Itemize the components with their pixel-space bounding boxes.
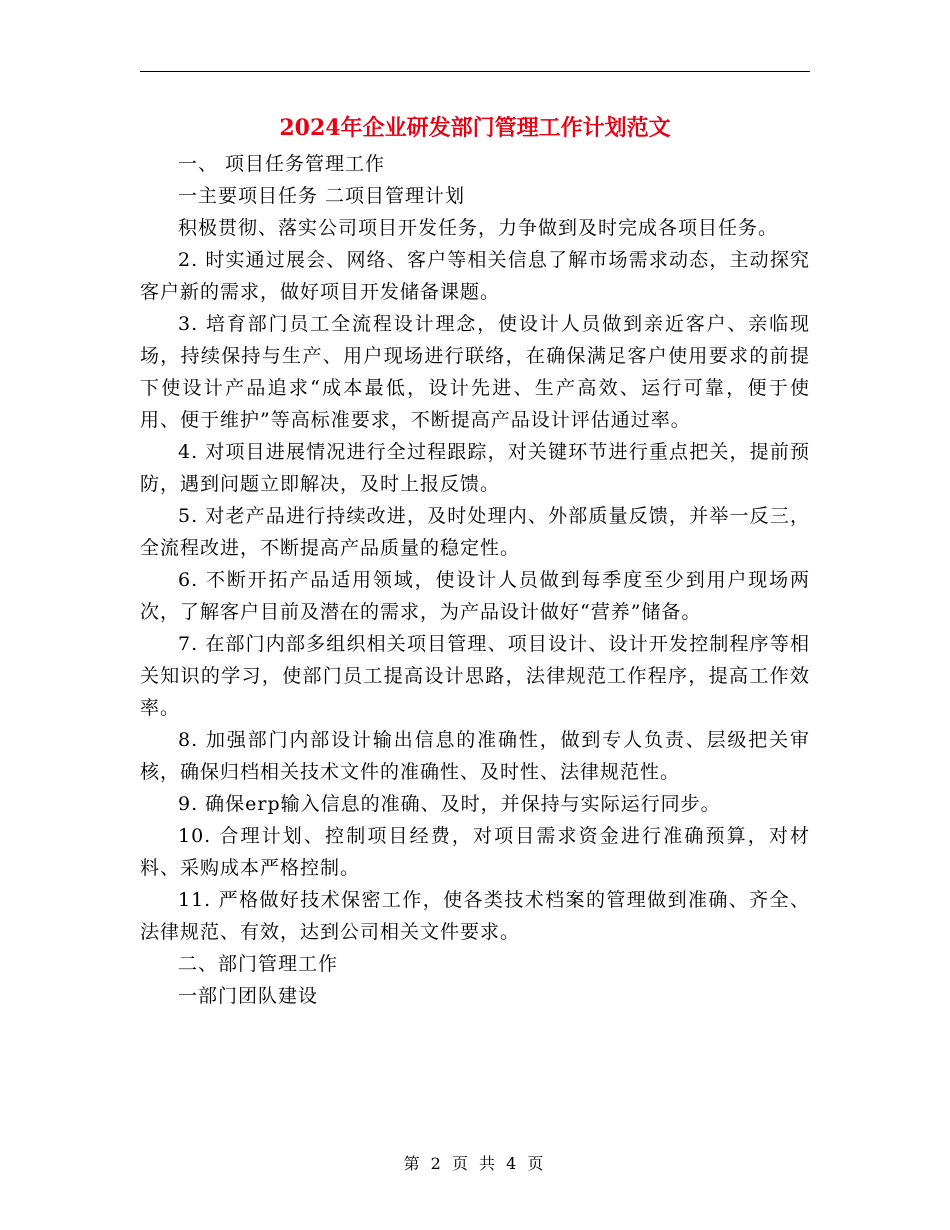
subheading-project-tasks: 一主要项目任务 二项目管理计划 [178,185,466,207]
page-title: 2024年企业研发部门管理工作计划范文 [279,115,671,141]
paragraph-10: 10. 合理计划、控制项目经费，对项目需求资金进行准确预算，对材料、采购成本严格控制。 [140,825,810,879]
heading-section-1: 一、 项目任务管理工作 [178,153,386,175]
paragraph-3: 3. 培育部门员工全流程设计理念，使设计人员做到亲近客户、亲临现场，持续保持与生产、用户现场进行联络，在确保满足客户使用要求的前提下使设计产品追求“成本最低，设计先进、生产高效、运行可靠，便于使用、便于维护”等高标准要求，不断提高产品设计评估通过率。 [140,313,810,431]
paragraph-6: 6. 不断开拓产品适用领域，使设计人员做到每季度至少到用户现场两次，了解客户目前及潜在的需求，为产品设计做好“营养”储备。 [140,569,810,623]
paragraph-8: 8. 加强部门内部设计输出信息的准确性，做到专人负责、层级把关审核，确保归档相关技术文件的准确性、及时性、法律规范性。 [140,729,810,783]
header-rule [140,71,810,72]
subheading-team-building: 一部门团队建设 [178,985,319,1007]
paragraph-4: 4. 对项目进展情况进行全过程跟踪，对关键环节进行重点把关，提前预防，遇到问题立即解决，及时上报反馈。 [140,441,810,495]
document-body [140,148,810,1012]
paragraph-9: 9. 确保erp输入信息的准确、及时，并保持与实际运行同步。 [178,793,721,815]
paragraph-2: 2. 时实通过展会、网络、客户等相关信息了解市场需求动态，主动探究客户新的需求，做好项目开发储备课题。 [140,249,810,303]
heading-section-2: 二、部门管理工作 [178,953,339,975]
paragraph-1: 积极贯彻、落实公司项目开发任务，力争做到及时完成各项目任务。 [178,217,779,239]
paragraph-5: 5. 对老产品进行持续改进，及时处理内、外部质量反馈，并举一反三，全流程改进，不断提高产品质量的稳定性。 [140,505,810,559]
page-number-footer: 第 2 页 共 4 页 [403,1154,547,1173]
paragraph-11: 11. 严格做好技术保密工作，使各类技术档案的管理做到准确、齐全、法律规范、有效，达到公司相关文件要求。 [140,889,810,943]
paragraph-7: 7. 在部门内部多组织相关项目管理、项目设计、设计开发控制程序等相关知识的学习，使部门员工提高设计思路，法律规范工作程序，提高工作效率。 [140,633,810,719]
